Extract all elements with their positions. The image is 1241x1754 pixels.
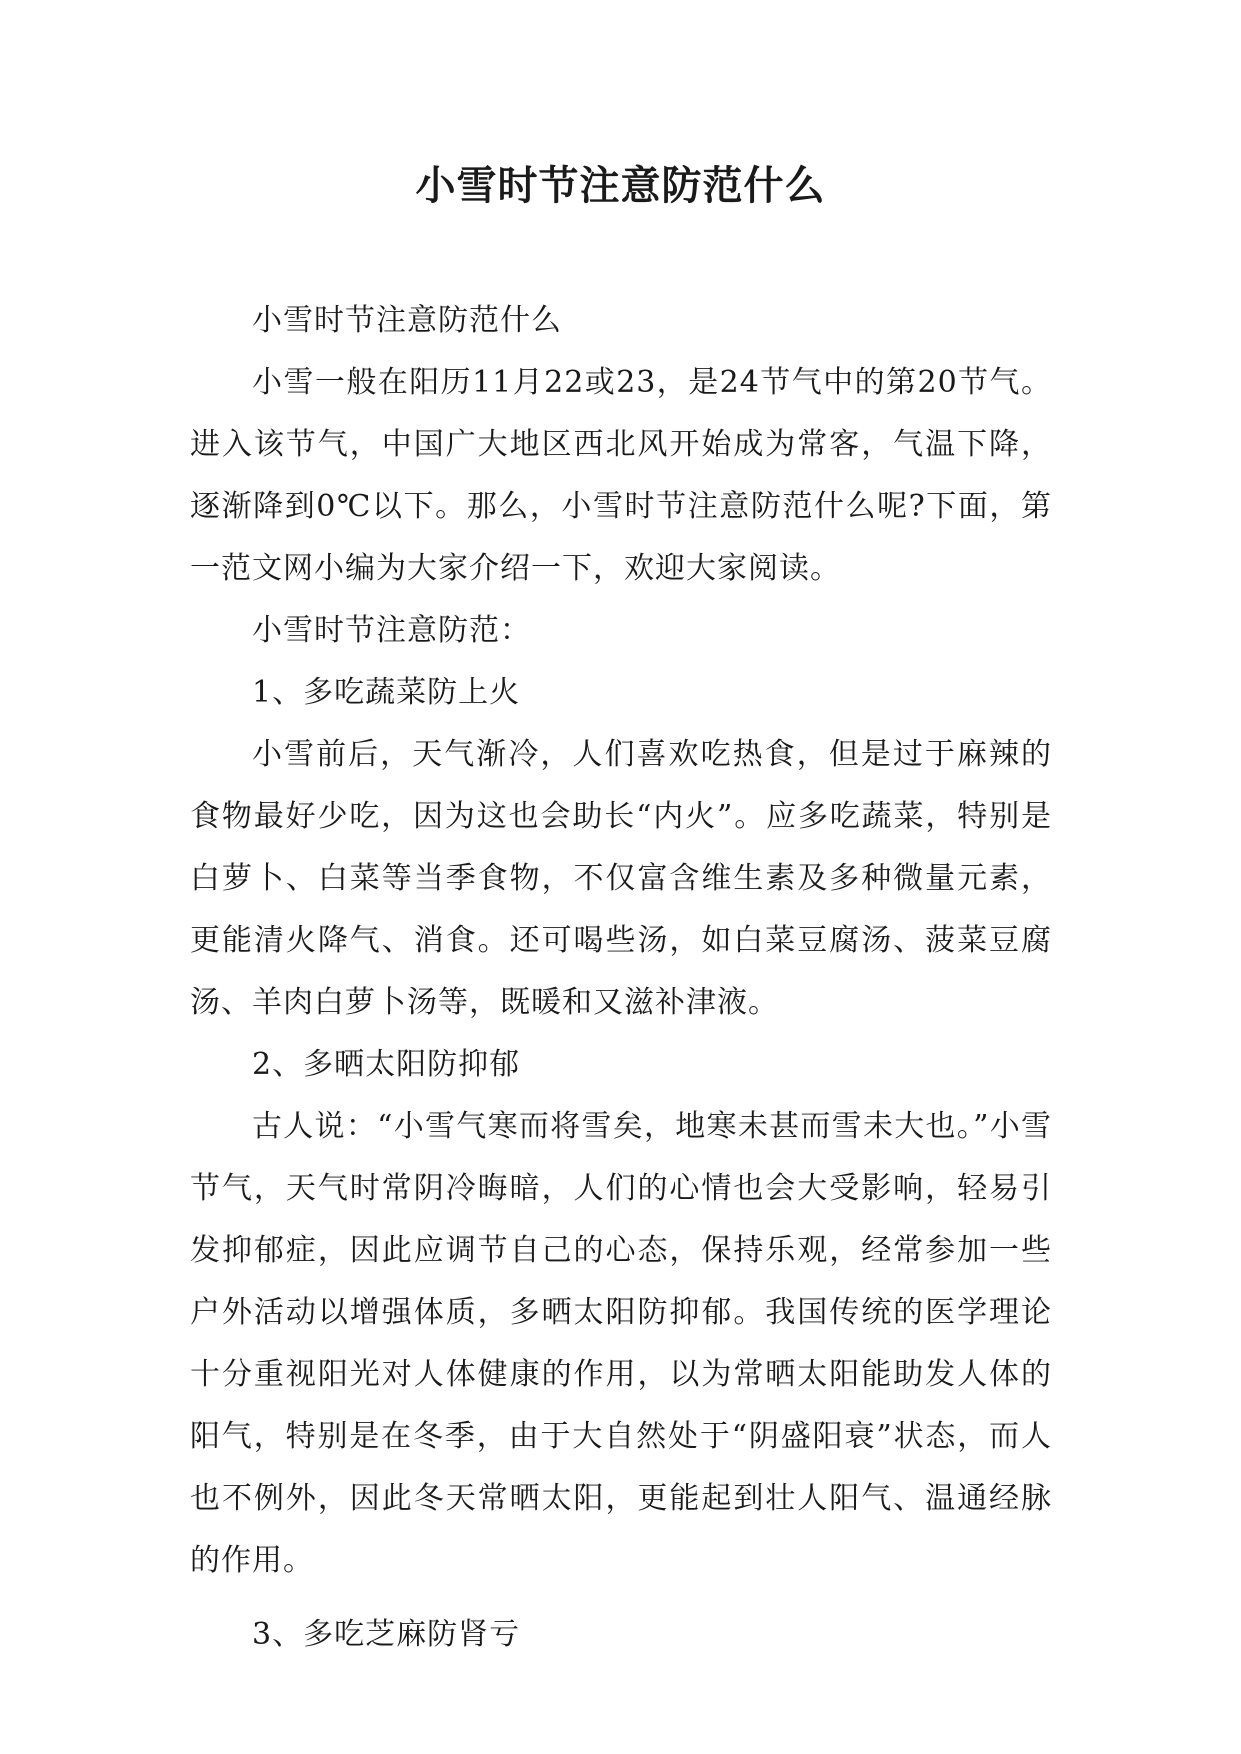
- intro-heading: 小雪时节注意防范什么: [252, 303, 562, 338]
- item-paragraph-1: 小雪前后，天气渐冷，人们喜欢吃热食，但是过于麻辣的食物最好少吃，因为这也会助长“内火”。应多吃蔬菜，特别是白萝卜、白菜等当季食物，不仅富含维生素及多种微量元素，更能清火降气、消食。还可喝些汤，如白菜豆腐汤、菠菜豆腐汤、羊肉白萝卜汤等，既暖和又滋补津液。: [190, 737, 1052, 1020]
- item-heading-3: 3、多吃芝麻防肾亏: [252, 1617, 521, 1652]
- intro-paragraph: 小雪一般在阳历11月22或23，是24节气中的第20节气。进入该节气，中国广大地区西北风开始成为常客，气温下降，逐渐降到0℃以下。那么，小雪时节注意防范什么呢?下面，第一范文网小编为大家介绍一下，欢迎大家阅读。: [190, 365, 1052, 586]
- document-title: 小雪时节注意防范什么: [415, 163, 826, 209]
- item-heading-2: 2、多晒太阳防抑郁: [252, 1047, 521, 1082]
- item-paragraph-2: 古人说：“小雪气寒而将雪矣，地寒未甚而雪未大也。”小雪节气，天气时常阴冷晦暗，人们的心情也会大受影响，轻易引发抑郁症，因此应调节自己的心态，保持乐观，经常参加一些户外活动以增强体质，多晒太阳防抑郁。我国传统的医学理论十分重视阳光对人体健康的作用，以为常晒太阳能助发人体的阳气，特别是在冬季，由于大自然处于“阴盛阳衰”状态，而人也不例外，因此冬天常晒太阳，更能起到壮人阳气、温通经脉的作用。: [190, 1109, 1052, 1578]
- document-body: [190, 290, 1052, 1666]
- section-heading-precautions: 小雪时节注意防范：: [252, 613, 531, 648]
- item-heading-1: 1、多吃蔬菜防上火: [252, 675, 521, 710]
